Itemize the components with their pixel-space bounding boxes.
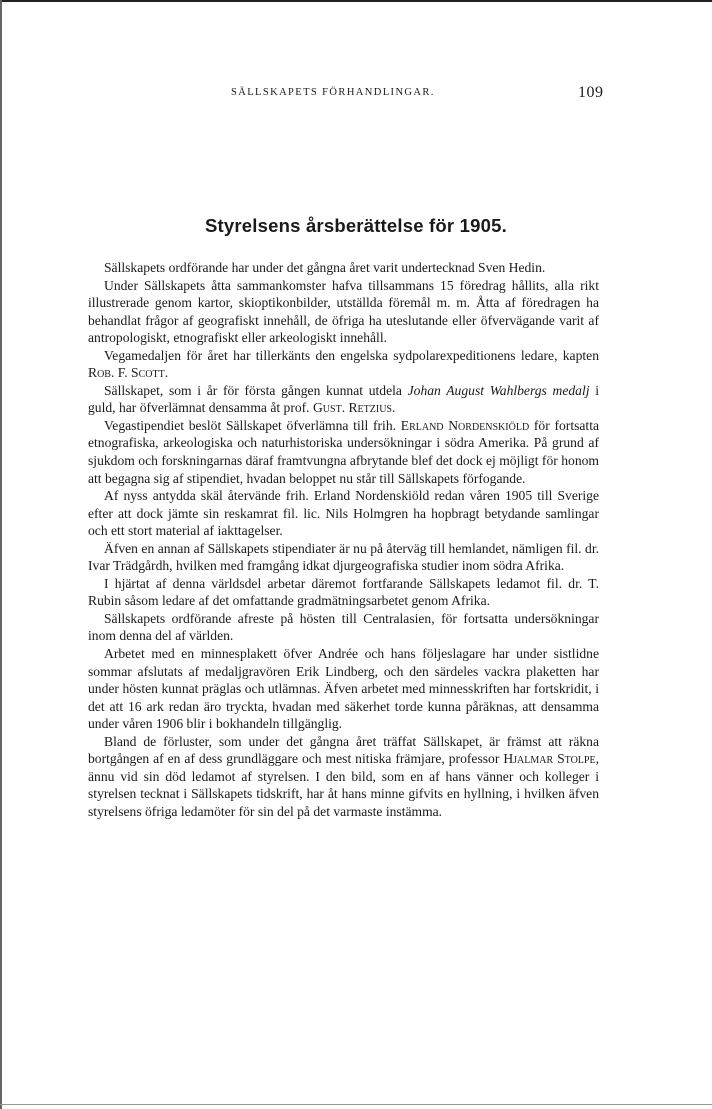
paragraph-3-text: Vegamedaljen för året har tillerkänts den engelska sydpolarexpeditionens ledare, kapten <box>104 347 599 363</box>
article-body <box>88 259 599 821</box>
paragraph-3 <box>88 347 599 382</box>
paragraph-11 <box>88 733 599 821</box>
person-name-nordenskiold: Erland Nordenskiöld <box>400 417 530 433</box>
page-number: 109 <box>578 84 604 101</box>
paragraph-8: I hjärtat af denna världsdel arbetar däremot fortfarande Sällskapets ledamot fil. dr. T. Rubin såsom ledare af det omfattande gradmätningsarbetet genom Afrika. <box>88 575 599 609</box>
paragraph-3-end: . <box>164 365 169 381</box>
paragraph-11-end: , ännu vid sin död ledamot af styrelsen. I den bild, som en af hans vänner och kolleger i styrelsen tecknat i Sällskapets tidskrift, har åt hans minne gifvits en hyllning, i hvilken äfven styrelsens öfriga ledamöter för sin del på det varmaste instämma. <box>88 751 599 819</box>
medal-name: Johan August Wahlbergs medalj <box>407 382 590 398</box>
paragraph-6: Af nyss antydda skäl återvände frih. Erland Nordenskiöld redan våren 1905 till Sverige efter att dock jämte sin reskamrat fil. lic. Nils Holmgren ha hopbragt betydande samlingar och ett stort material af iakttagelser. <box>88 488 599 539</box>
paragraph-4 <box>88 382 599 417</box>
paragraph-4-middle: i guld, har öfverlämnat densamma åt prof. <box>88 382 599 416</box>
paragraph-4-text: Sällskapet, som i år för första gången kunnat utdela <box>104 382 408 398</box>
paragraph-10: Arbetet med en minnesplakett öfver Andrée och hans följeslagare har under sistlidne sommar afslutats af medaljgravören Erik Lindberg, och den särdeles vackra plaketten har under hösten kunnat präglas och utlämnas. Äfven arbetet med minnesskriften har fortskridit, i det att 16 ark redan äro tryckta, hvadan med säkerhet torde kunna påräknas, att densamma under våren 1906 blir i bokhandeln tillgänglig. <box>88 646 599 732</box>
paragraph-5 <box>88 417 599 487</box>
paragraph-7: Äfven en annan af Sällskapets stipendiater är nu på återväg till hemlandet, nämligen fil. dr. Ivar Trädgårdh, hvilken med framgång idkat djurgeografiska studier inom södra Afrika. <box>88 540 599 574</box>
person-name-scott: Rob. F. Scott <box>88 365 165 381</box>
paragraph-5-end: för fortsatta etnografiska, arkeologiska och naturhistoriska undersökningar i södra Amerika. På grund af sjukdom och forskningarnas däraf framtvungna afbrytande blef det dock ej möjligt för honom att begagna sig af stipendiet, hvadan beloppet nu står till Sällskapets förfogande. <box>88 417 600 486</box>
article-title: Styrelsens årsberättelse för 1905. <box>205 215 507 236</box>
paragraph-1: Sällskapets ordförande har under det gångna året varit undertecknad Sven Hedin. <box>104 260 546 275</box>
page-bottom-edge <box>0 1104 712 1105</box>
page-top-edge <box>0 0 712 2</box>
paragraph-5-text: Vegastipendiet beslöt Sällskapet öfverlämna till frih. <box>104 417 401 433</box>
paragraph-11-text: Bland de förluster, som under det gångna året träffat Sällskapet, är främst att räkna bortgången af en af dess grundläggare och mest nitiska främjare, professor <box>88 733 599 767</box>
paragraph-2: Under Sällskapets åtta sammankomster hafva tillsammans 15 föredrag hållits, alla rikt illustrerade genom kartor, skioptikonbilder, utställda föremål m. m. Åtta af föredragen ha behandlat frågor af geografiskt innehåll, de öfriga ha uteslutande eller öfvervägande varit af antropologiskt, etnografiskt eller arkeologiskt innehåll. <box>88 277 599 346</box>
running-title: SÄLLSKAPETS FÖRHANDLINGAR. <box>231 87 435 98</box>
paragraph-9: Sällskapets ordförande afreste på hösten till Centralasien, för fortsatta undersökningar inom denna del af världen. <box>88 610 599 644</box>
person-name-stolpe: Hjalmar Stolpe <box>503 751 596 767</box>
person-name-retzius: Gust. Retzius <box>312 400 392 416</box>
page-left-edge <box>0 0 2 1109</box>
paragraph-4-end: . <box>392 400 396 416</box>
